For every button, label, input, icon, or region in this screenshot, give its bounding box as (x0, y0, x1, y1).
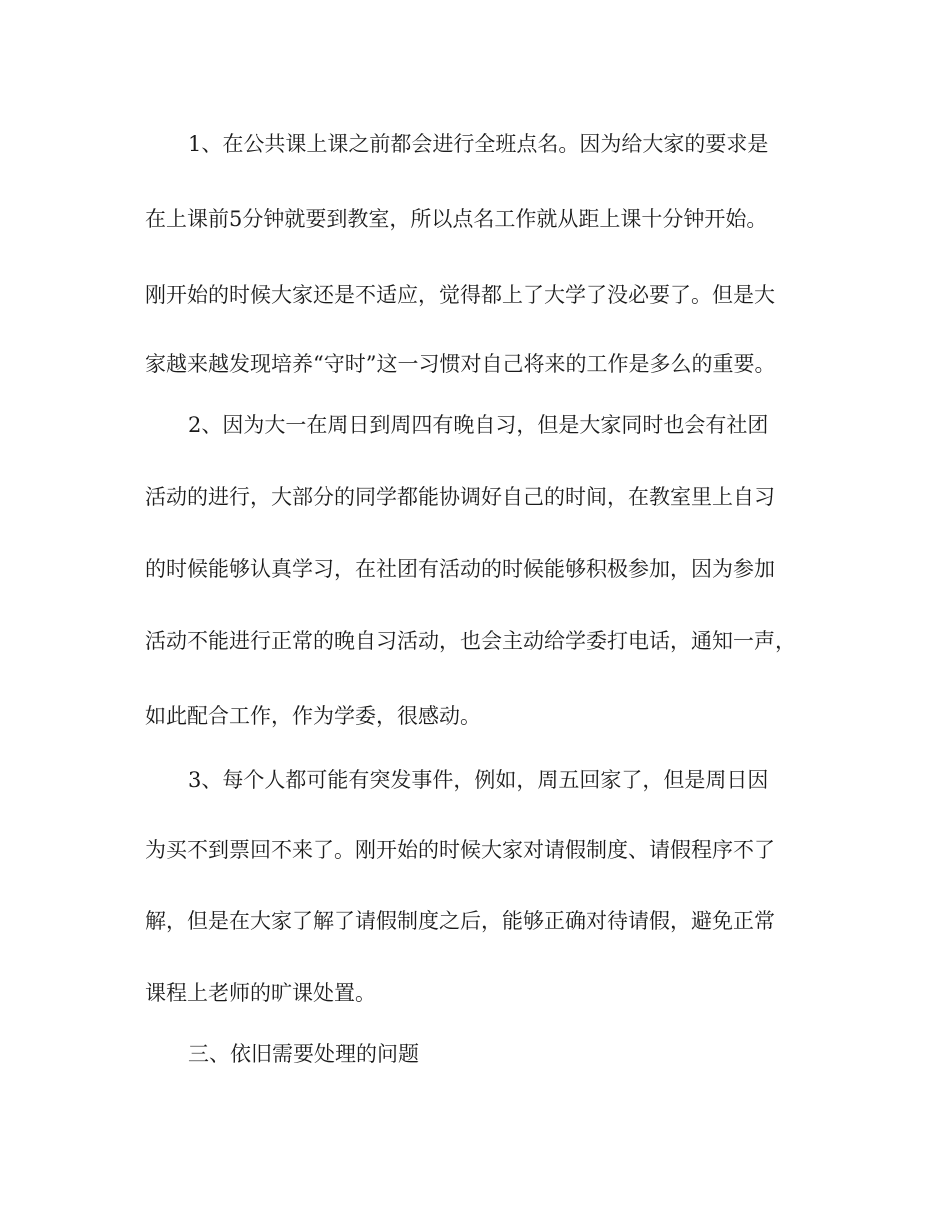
paragraph-1-line-1: 1、在公共课上课之前都会进行全班点名。因为给大家的要求是 (188, 132, 769, 156)
paragraph-2-line-5: 如此配合工作，作为学委，很感动。 (145, 704, 481, 728)
paragraph-3-line-4: 课程上老师的旷课处置。 (145, 981, 376, 1005)
paragraph-2-line-4: 活动不能进行正常的晚自习活动，也会主动给学委打电话，通知一声， (145, 629, 796, 653)
paragraph-3-line-3: 解，但是在大家了解了请假制度之后，能够正确对待请假，避免正常 (145, 909, 775, 933)
paragraph-1-line-3: 刚开始的时候大家还是不适应，觉得都上了大学了没必要了。但是大 (145, 283, 775, 307)
paragraph-2-line-2: 活动的进行，大部分的同学都能协调好自己的时间，在教室里上自习 (145, 485, 775, 509)
paragraph-1-line-4: 家越来越发现培养“守时”这一习惯对自己将来的工作是多么的重要。 (145, 352, 776, 376)
paragraph-3-line-2: 为买不到票回不来了。刚开始的时候大家对请假制度、请假程序不了 (145, 838, 775, 862)
paragraph-1-line-2: 在上课前5分钟就要到教室，所以点名工作就从距上课十分钟开始。 (145, 207, 768, 231)
paragraph-3-line-1: 3、每个人都可能有突发事件，例如，周五回家了，但是周日因 (188, 768, 769, 792)
section-heading: 三、依旧需要处理的问题 (188, 1042, 419, 1066)
paragraph-2-line-1: 2、因为大一在周日到周四有晚自习，但是大家同时也会有社团 (188, 413, 769, 437)
paragraph-2-line-3: 的时候能够认真学习，在社团有活动的时候能够积极参加，因为参加 (145, 557, 775, 581)
